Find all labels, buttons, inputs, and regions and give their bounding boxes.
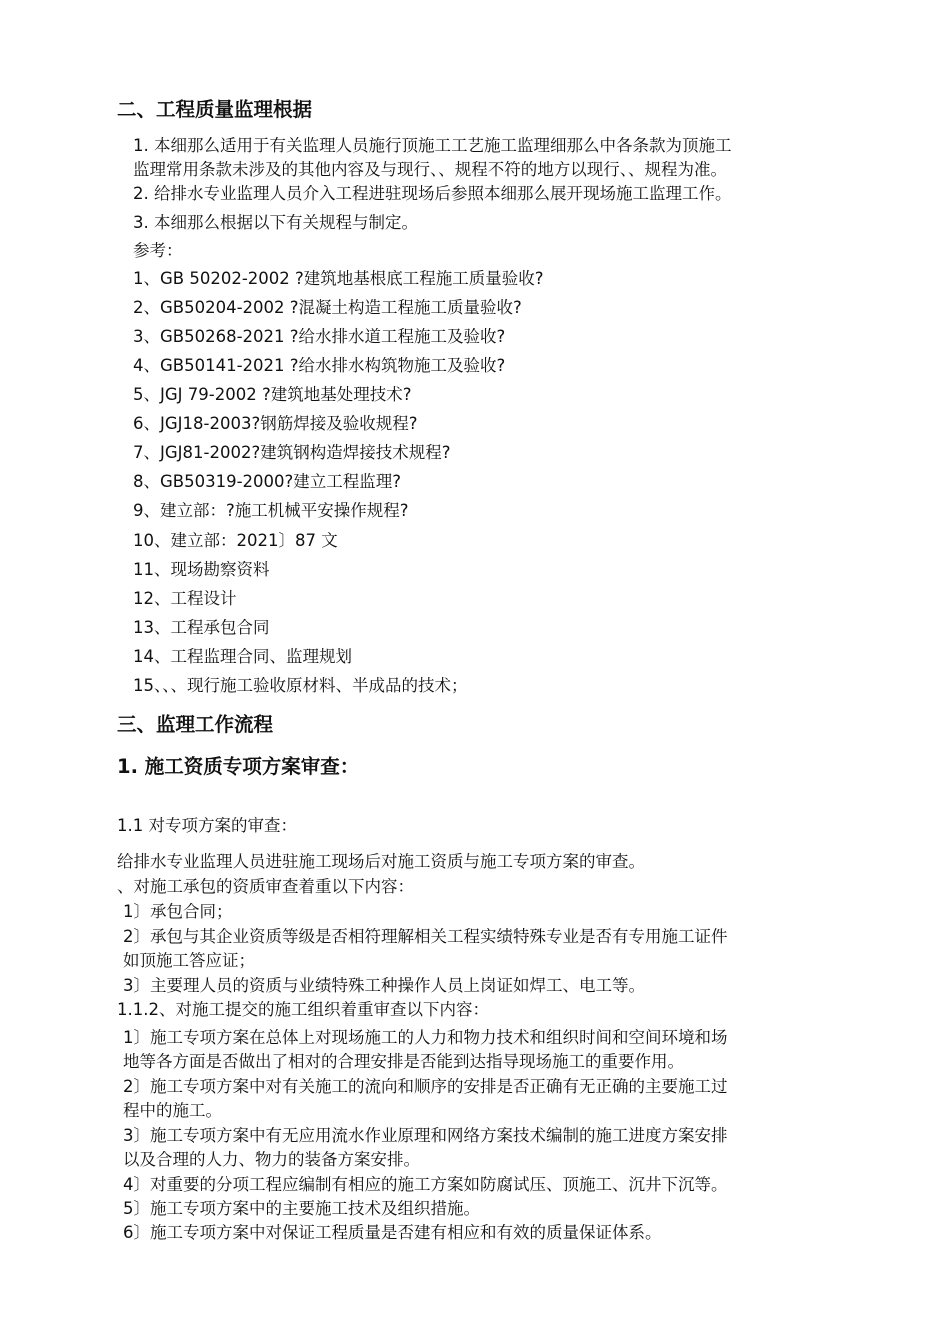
reference-item: 8、GB50319-2000?建立工程监理?: [133, 472, 402, 491]
list-item: 1〕承包合同；: [123, 902, 233, 921]
list-item: 地等各方面是否做出了相对的合理安排是否能到达指导现场施工的重要作用。: [123, 1052, 684, 1071]
reference-item: 14、工程监理合同、监理规划: [133, 647, 352, 666]
reference-label: 参考：: [133, 241, 183, 260]
list-item: 6〕施工专项方案中对保证工程质量是否建有相应和有效的质量保证体系。: [123, 1223, 662, 1242]
paragraph-line: 3. 本细那么根据以下有关规程与制定。: [133, 213, 418, 232]
list-item: 程中的施工。: [123, 1101, 222, 1120]
list-item: 1〕施工专项方案在总体上对现场施工的人力和物力技术和组织时间和空间环境和场: [123, 1028, 728, 1047]
section-heading: 二、工程质量监理根据: [117, 98, 313, 121]
list-item: 2〕承包与其企业资质等级是否相符理解相关工程实绩特殊专业是否有专用施工证件: [123, 927, 728, 946]
reference-item: 13、工程承包合同: [133, 618, 270, 637]
reference-item: 4、GB50141-2021 ?给水排水构筑物施工及验收?: [133, 356, 506, 375]
paragraph-line: 1. 本细那么适用于有关监理人员施行顶施工工艺施工监理细那么中各条款为顶施工: [133, 136, 732, 155]
list-item: 4〕对重要的分项工程应编制有相应的施工方案如防腐试压、顶施工、沉井下沉等。: [123, 1175, 728, 1194]
reference-item: 11、现场勘察资料: [133, 560, 270, 579]
list-item: 3〕主要理人员的资质与业绩特殊工种操作人员上岗证如焊工、电工等。: [123, 976, 645, 995]
reference-item: 6、JGJ18-2003?钢筋焊接及验收规程?: [133, 414, 418, 433]
reference-item: 1、GB 50202-2002 ?建筑地基根底工程施工质量验收?: [133, 269, 544, 288]
reference-item: 15、、、现行施工验收原材料、半成品的技术；: [133, 676, 468, 695]
list-item: 3〕施工专项方案中有无应用流水作业原理和网络方案技术编制的施工进度方案安排: [123, 1126, 728, 1145]
reference-item: 9、建立部：?施工机械平安操作规程?: [133, 501, 409, 520]
paragraph-line: 2. 给排水专业监理人员介入工程进驻现场后参照本细那么展开现场施工监理工作。: [133, 184, 732, 203]
section-heading: 三、监理工作流程: [117, 713, 274, 736]
reference-item: 2、GB50204-2002 ?混凝土构造工程施工质量验收?: [133, 298, 522, 317]
reference-item: 7、JGJ81-2002?建筑钢构造焊接技术规程?: [133, 443, 451, 462]
list-item: 以及合理的人力、物力的装备方案安排。: [123, 1150, 420, 1169]
subsection-heading: 1. 施工资质专项方案审查：: [117, 755, 360, 778]
list-item: 如顶施工答应证；: [123, 951, 255, 970]
sub-heading: 1.1 对专项方案的审查：: [117, 816, 297, 835]
paragraph-line: 给排水专业监理人员进驻施工现场后对施工资质与施工专项方案的审查。: [117, 852, 645, 871]
list-item: 2〕施工专项方案中对有关施工的流向和顺序的安排是否正确有无正确的主要施工过: [123, 1077, 728, 1096]
reference-item: 3、GB50268-2021 ?给水排水道工程施工及验收?: [133, 327, 506, 346]
paragraph-line: 、对施工承包的资质审查着重以下内容：: [117, 877, 414, 896]
paragraph-line: 1.1.2、对施工提交的施工组织着重审查以下内容：: [117, 1000, 489, 1019]
list-item: 5〕施工专项方案中的主要施工技术及组织措施。: [123, 1199, 480, 1218]
paragraph-line: 监理常用条款未涉及的其他内容及与现行、、规程不符的地方以现行、、规程为准。: [133, 160, 727, 179]
reference-item: 12、工程设计: [133, 589, 237, 608]
reference-item: 5、JGJ 79-2002 ?建筑地基处理技术?: [133, 385, 412, 404]
reference-item: 10、建立部：2021〕87 文: [133, 531, 338, 550]
